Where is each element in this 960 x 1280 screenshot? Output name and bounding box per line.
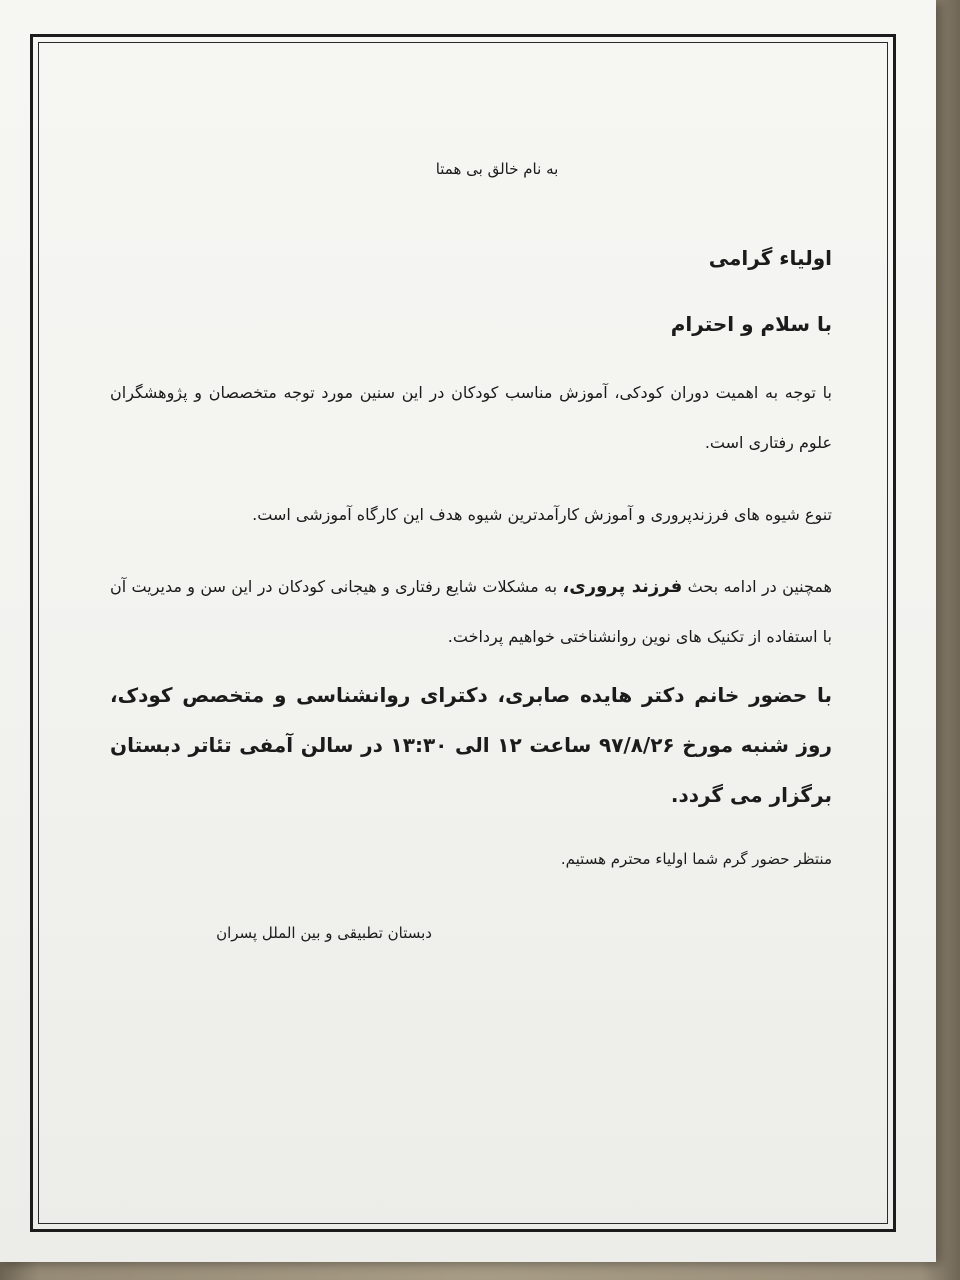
parenting-emphasis: فرزند پروری،	[562, 576, 683, 597]
closing-line: منتظر حضور گرم شما اولیاء محترم هستیم.	[560, 850, 832, 868]
paragraph-topics-end: به مشکلات شایع رفتاری و هیجانی کودکان در این سن و مدیریت آن با استفاده از تکنیک های نوین روانشناختی خواهیم پرداخت.	[110, 577, 832, 646]
event-announcement: با حضور خانم دکتر هایده صابری، دکترای روانشناسی و متخصص کودک، روز شنبه مورخ ۹۷/۸/۲۶ ساعت ۱۲ الی ۱۳:۳۰ در سالن آمفی تئاتر دبستان برگزار می گردد.	[110, 683, 832, 807]
greeting-line: با سلام و احترام	[670, 312, 832, 336]
addressee-heading: اولیاء گرامی	[708, 246, 832, 270]
school-signature: دبستان تطبیقی و بین الملل پسران	[216, 924, 432, 942]
letter-body	[110, 150, 832, 942]
paragraph-importance: با توجه به اهمیت دوران کودکی، آموزش مناسب کودکان در این سنین مورد توجه متخصصان و پژوهشگران علوم رفتاری است.	[110, 383, 832, 452]
paragraph-workshop-goal: تنوع شیوه های فرزندپروری و آموزش کارآمدترین شیوه هدف این کارگاه آموزشی است.	[252, 505, 832, 524]
basmala-heading: به نام خالق بی همتا	[435, 160, 559, 178]
paragraph-topics	[110, 562, 832, 662]
paragraph-topics-start: همچنین در ادامه بحث	[687, 577, 832, 596]
